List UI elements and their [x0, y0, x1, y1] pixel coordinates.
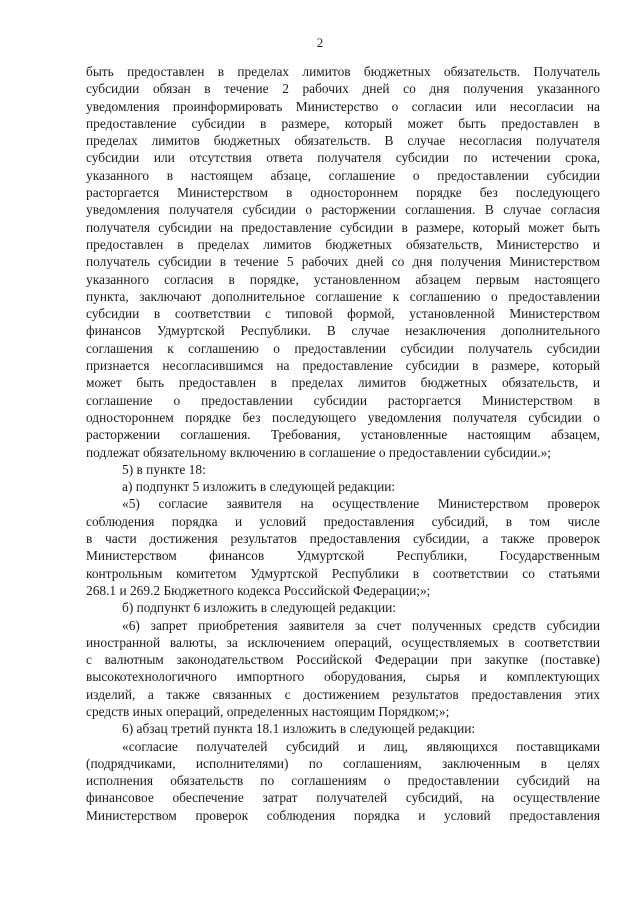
text-line: средств иных операций, определенных настоящим Порядком;»;: [86, 703, 450, 719]
text-line: (подрядчиками, исполнителями) по соглашениям, заключенным в целях: [86, 755, 600, 771]
text-line: получателя субсидии на предоставление субсидии в размере, который может быть: [86, 219, 600, 235]
text-line: иностранной валюты, за исключением операций, осуществляемых в соответствии: [86, 634, 600, 650]
text-line: 5) в пункте 18:: [122, 461, 206, 477]
text-line: финансовое обеспечение затрат получателей субсидий, на осуществление: [86, 790, 600, 806]
text-line: уведомления получателя субсидии о расторжении соглашения. В случае согласия: [86, 202, 600, 218]
text-line: субсидии в соответствии с типовой формой, установленной Министерством: [86, 306, 600, 322]
text-line: указанного в настоящем абзаце, соглашение о предоставлении субсидии: [86, 167, 600, 183]
document-body: [86, 63, 600, 824]
text-line: субсидии или отсутствия ответа получателя субсидии по истечении срока,: [86, 150, 600, 166]
text-line: пределах лимитов бюджетных обязательств. В случае несогласия получателя: [86, 133, 600, 149]
text-line: финансов Удмуртской Республики. В случае незаключения дополнительного: [86, 323, 600, 339]
text-line: с валютным законодательством Российской Федерации при закупке (поставке): [86, 652, 600, 668]
text-line: 6) абзац третий пункта 18.1 изложить в следующей редакции:: [122, 721, 476, 737]
text-line: уведомления проинформировать Министерство о согласии или несогласии на: [86, 98, 600, 114]
text-line: может быть предоставлен в пределах лимитов бюджетных обязательств, и: [86, 375, 600, 391]
text-line: подлежат обязательному включению в соглашение о предоставлении субсидии.»;: [86, 444, 552, 460]
text-line: соглашение о предоставлении субсидии расторгается Министерством в: [86, 392, 600, 408]
text-line: признается несогласившимся на предоставление субсидии в размере, который: [86, 358, 600, 374]
text-line: соглашения к соглашению о предоставлении субсидии получатель субсидии: [86, 340, 600, 356]
text-line: «5) согласие заявителя на осуществление Министерством проверок: [122, 496, 600, 512]
text-line: а) подпункт 5 изложить в следующей редакции:: [122, 479, 396, 495]
text-line: указанного согласия в порядке, установленном абзацем первым настоящего: [86, 271, 600, 287]
text-line: «согласие получателей субсидий и лиц, являющихся поставщиками: [122, 738, 600, 754]
text-line: субсидии обязан в течение 2 рабочих дней со дня получения указанного: [86, 81, 600, 97]
text-line: Министерством финансов Удмуртской Республики, Государственным: [86, 548, 600, 564]
text-line: высокотехнологичного импортного оборудования, сырья и комплектующих: [86, 669, 600, 685]
text-line: предоставление субсидии в размере, который может быть предоставлен в: [86, 115, 600, 131]
text-line: пункта, заключают дополнительное соглашение к соглашению о предоставлении: [86, 288, 600, 304]
text-line: расторгается Министерством в одностороннем порядке без последующего: [86, 185, 600, 201]
text-line: предоставлен в пределах лимитов бюджетных обязательств, Министерство и: [86, 236, 600, 252]
text-line: Министерством проверок соблюдения порядка и условий предоставления: [86, 807, 600, 823]
page-number: 2: [316, 35, 324, 50]
text-line: 268.1 и 269.2 Бюджетного кодекса Российской Федерации;»;: [86, 582, 431, 598]
text-line: в части достижения результатов предоставления субсидии, а также проверок: [86, 531, 600, 547]
text-line: «6) запрет приобретения заявителя за счет полученных средств субсидии: [122, 617, 600, 633]
text-line: изделий, а также связанных с достижением результатов предоставления этих: [86, 686, 600, 702]
text-line: исполнения обязательств по соглашениям о предоставлении субсидий на: [86, 773, 600, 789]
text-line: одностороннем порядке без последующего уведомления получателя субсидии о: [86, 409, 600, 425]
text-line: соблюдения порядка и условий предоставления субсидий, в том числе: [86, 513, 600, 529]
text-line: контрольным комитетом Удмуртской Республики в соответствии со статьями: [86, 565, 600, 581]
text-line: получатель субсидии в течение 5 рабочих дней со дня получения Министерством: [86, 254, 600, 270]
text-line: расторжении соглашения. Требования, установленные настоящим абзацем,: [86, 427, 600, 443]
text-line: б) подпункт 6 изложить в следующей редакции:: [122, 600, 397, 616]
text-line: быть предоставлен в пределах лимитов бюджетных обязательств. Получатель: [86, 64, 600, 79]
